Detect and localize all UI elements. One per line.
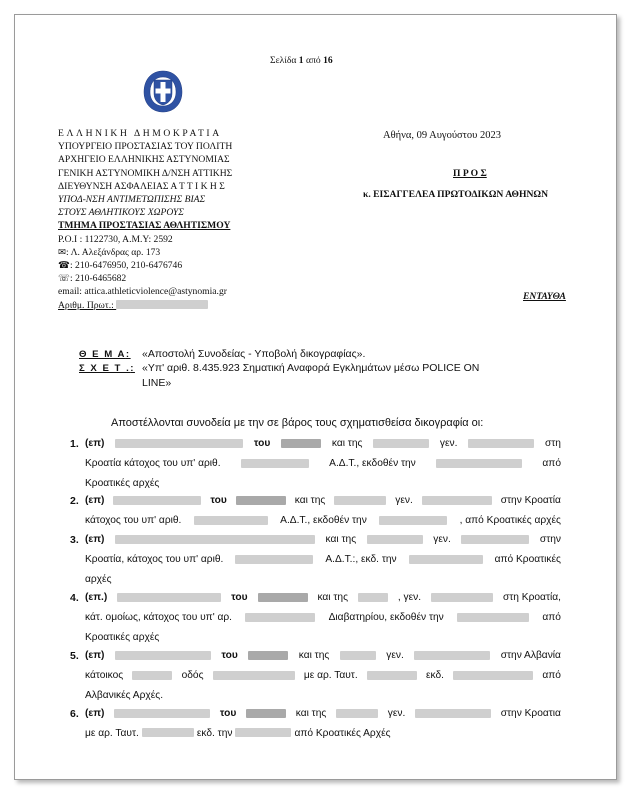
sender-line-department: ΤΜΗΜΑ ΠΡΟΣΤΑΣΙΑΣ ΑΘΛΗΤΙΣΜΟΥ — [58, 220, 231, 232]
thema-text: «Αποστολή Συνοδείας - Υποβολή δικογραφίας». — [142, 348, 366, 360]
schet-line-2: LINE» — [142, 377, 172, 389]
sender-pol: P.O.Ι : 1122730, Α.Μ.Υ: 2592 — [58, 233, 173, 245]
entry-6-line-2: με αρ. Ταυτ. εκδ. την από Κροατικές Αρχές — [85, 728, 391, 739]
entry-2-line-2: κάτοχος του υπ' αριθ. Α.Δ.Τ., εκδοθέν την , από Κροατικές αρχές — [85, 515, 561, 526]
sender-line-republic: ΕΛΛΗΝΙΚΗ ΔΗΜΟΚΡΑΤΙΑ — [58, 128, 222, 139]
intro-text: Αποστέλλονται συνοδεία με την σε βάρος τους σχηματισθείσα δικογραφία οι: — [111, 417, 484, 429]
entry-4-line-1: (επ.) του και της , γεν. στη Κροατία, — [85, 592, 561, 603]
entry-1-line-2: Κροατία κάτοχος του υπ' αριθ. Α.Δ.Τ., εκδοθέν την από — [85, 458, 561, 469]
entry-4-line-2: κάτ. ομοίως, κάτοχος του υπ' αρ. Διαβατηρίου, εκδοθέν την από — [85, 612, 561, 623]
entry-3-line-3: αρχές — [85, 574, 112, 585]
entry-5-line-2: κάτοικος οδός με αρ. Ταυτ. εκδ. από — [85, 670, 561, 681]
sender-line-sports: ΣΤΟΥΣ ΑΘΛΗΤΙΚΟΥΣ ΧΩΡΟΥΣ — [58, 207, 184, 219]
page-number: Σελίδα 1 από 16 — [270, 55, 333, 66]
entry-3-line-2: Κροατία, κάτοχος του υπ' αριθ. Α.Δ.Τ.:, εκδ. την από Κροατικές — [85, 554, 561, 565]
entry-2-number: 2. — [70, 495, 79, 507]
envelope-icon: ✉ — [58, 246, 67, 258]
entry-4-number: 4. — [70, 592, 79, 604]
entry-5-line-3: Αλβανικές Αρχές. — [85, 690, 164, 701]
entry-3-line-1: (επ) και της γεν. στην — [85, 534, 561, 545]
recipient-location: ΕΝΤΑΥΘΑ — [523, 291, 566, 302]
entry-3-number: 3. — [70, 534, 79, 546]
telephone-icon: ☎ — [58, 260, 70, 272]
entry-6-line-1: (επ) του και της γεν. στην Κροατια — [85, 708, 561, 719]
entry-5-number: 5. — [70, 650, 79, 662]
sender-line-hq: ΑΡΧΗΓΕΙΟ ΕΛΛΗΝΙΚΗΣ ΑΣΤΥΝΟΜΙΑΣ — [58, 154, 230, 166]
entry-1-number: 1. — [70, 438, 79, 450]
sender-protocol: Αριθμ. Πρωτ.: — [58, 299, 232, 312]
sender-line-directorate: ΓΕΝΙΚΗ ΑΣΤΥΝΟΜΙΚΗ Δ/ΝΣΗ ΑΤΤΙΚΗΣ — [58, 167, 233, 179]
thema-label: Θ Ε Μ Α: — [79, 349, 131, 360]
sender-line-subdivision: ΥΠΟΔ-ΝΣΗ ΑΝΤΙΜΕΤΩΠΙΣΗΣ ΒΙΑΣ — [58, 194, 206, 206]
schet-line-1: «Υπ' αριθ. 8.435.923 Σηματική Αναφορά Εγκλημάτων μέσω POLICE ON — [142, 362, 480, 374]
entry-1-line-1: (επ) του και της γεν. στη — [85, 438, 561, 449]
entry-1-line-3: Κροατικές αρχές — [85, 478, 160, 489]
sender-line-ministry: ΥΠΟΥΡΓΕΙΟ ΠΡΟΣΤΑΣΙΑΣ ΤΟΥ ΠΟΛΙΤΗ — [58, 141, 233, 153]
sender-fax: ☏: 210-6465682 — [58, 273, 127, 285]
recipient-name: κ. ΕΙΣΑΓΓΕΛΕΑ ΠΡΩΤΟΔΙΚΩΝ ΑΘΗΝΩΝ — [363, 189, 549, 200]
sender-block — [58, 127, 232, 312]
entry-4-line-3: Κροατικές αρχές — [85, 632, 160, 643]
document-date: Αθήνα, 09 Αυγούστου 2023 — [383, 130, 501, 141]
sender-line-security: ΔΙΕΥΘΥΝΣΗ ΑΣΦΑΛΕΙΑΣ Α Τ Τ Ι Κ Η Σ — [58, 180, 225, 192]
recipient-label: Π Ρ Ο Σ — [453, 168, 487, 179]
sender-address: ✉: Λ. Αλεξάνδρας αρ. 173 — [58, 246, 161, 258]
entry-2-line-1: (επ) του και της γεν. στην Κροατία — [85, 495, 561, 506]
fax-icon: ☏ — [58, 273, 70, 285]
schet-label: Σ Χ Ε Τ .: — [79, 363, 135, 374]
greek-coat-of-arms-emblem — [141, 68, 185, 114]
entry-6-number: 6. — [70, 708, 79, 720]
entry-5-line-1: (επ) του και της γεν. στην Αλβανία — [85, 650, 561, 661]
sender-phone: ☎: 210-6476950, 210-6476746 — [58, 260, 183, 272]
sender-email: email: attica.athleticviolence@astynomia.gr — [58, 286, 227, 298]
document-page — [14, 14, 617, 780]
